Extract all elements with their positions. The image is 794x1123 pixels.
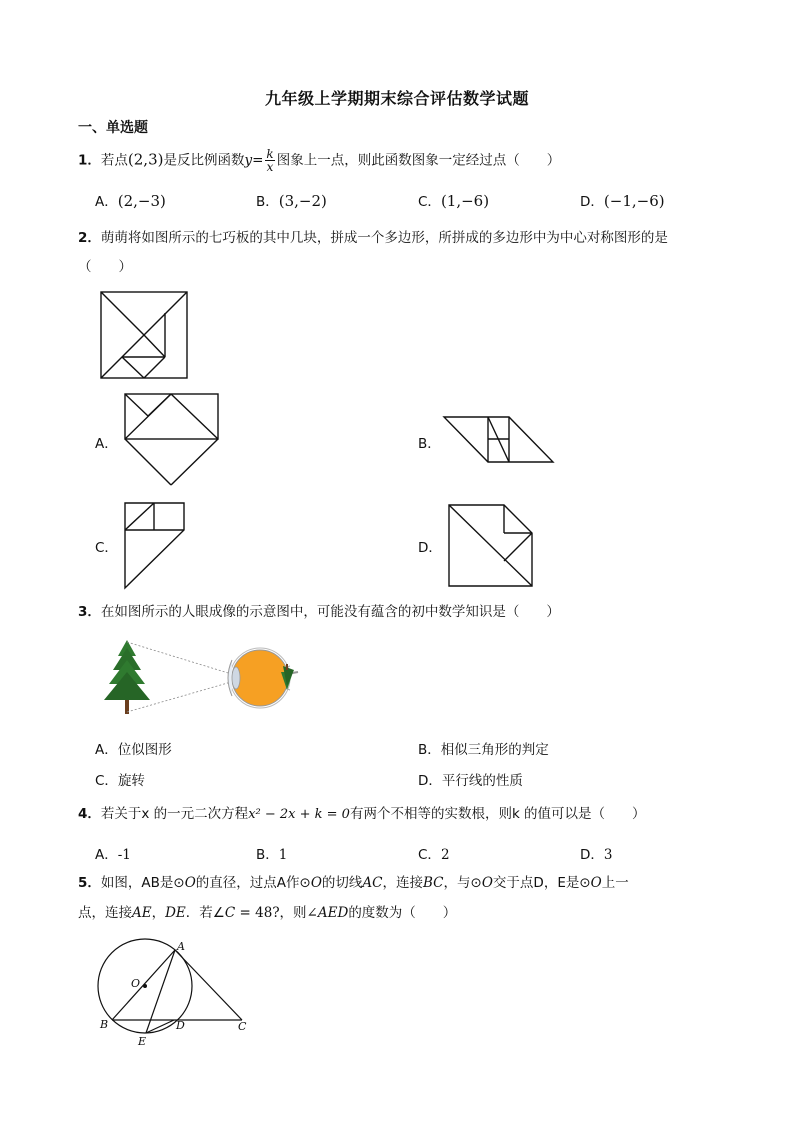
- question-1: [78, 148, 560, 173]
- fraction-numerator: k: [266, 147, 274, 161]
- math-var: y: [244, 152, 253, 169]
- option-d[interactable]: [580, 190, 665, 210]
- option-b[interactable]: [256, 190, 327, 210]
- math-var: O: [481, 875, 493, 891]
- question-number: 2．: [78, 230, 101, 246]
- option-label: C．: [418, 194, 441, 210]
- option-c-figure: [124, 502, 186, 590]
- option-value: 2: [440, 847, 450, 863]
- eye-imaging-figure: [98, 638, 302, 718]
- question-text: 交于点D，E是⊙: [492, 875, 591, 891]
- option-value: (3,−2): [278, 192, 327, 210]
- option-value: 1: [278, 847, 288, 863]
- question-5: [78, 873, 629, 893]
- question-4: [78, 804, 646, 825]
- math-point: (2,3): [127, 150, 164, 169]
- option-label: B．: [256, 847, 279, 863]
- option-value: 位似图形: [117, 742, 172, 758]
- option-label: B．: [418, 742, 441, 758]
- fraction-denominator: x: [266, 160, 274, 174]
- question-text: 上一: [601, 875, 629, 891]
- page-title: 九年级上学期期末综合评估数学试题: [264, 89, 529, 108]
- option-label: A．: [95, 847, 118, 863]
- question-text: 如图，AB是⊙: [100, 875, 185, 891]
- math-var: DE: [165, 905, 186, 921]
- label-d: D: [176, 1019, 185, 1032]
- option-c[interactable]: [418, 843, 450, 863]
- question-text: 的度数为（ ）: [348, 905, 457, 921]
- tree-icon: [104, 640, 150, 714]
- option-a-figure: [124, 393, 220, 487]
- math-var: O: [310, 875, 322, 891]
- question-text: ，: [151, 905, 166, 921]
- option-label: C．: [418, 847, 441, 863]
- question-text: 有两个不相等的实数根，则k 的值可以是（ ）: [349, 806, 646, 822]
- question-text: ．若∠: [185, 905, 225, 921]
- label-e: E: [138, 1035, 147, 1048]
- option-value: (−1,−6): [603, 192, 665, 210]
- option-value: (1,−6): [440, 192, 490, 210]
- math-var: AC: [362, 875, 383, 891]
- math-var: AED: [317, 905, 349, 921]
- center-point: [143, 984, 147, 988]
- tangram-figure: [100, 291, 190, 381]
- option-a[interactable]: [95, 843, 131, 863]
- question-3: [78, 602, 560, 622]
- option-d[interactable]: [580, 843, 613, 863]
- question-2: [78, 228, 718, 248]
- option-value: 平行线的性质: [441, 773, 523, 789]
- option-c[interactable]: [418, 190, 489, 210]
- answer-bracket: （ ）: [78, 259, 132, 275]
- label-a: A: [177, 940, 185, 953]
- option-d[interactable]: D．: [418, 540, 442, 556]
- question-text: 若点: [100, 152, 128, 169]
- option-b[interactable]: B．: [418, 436, 441, 452]
- question-text: 是反比例函数: [163, 152, 245, 169]
- question-text: ，与⊙: [443, 875, 482, 891]
- math-var: O: [590, 875, 602, 891]
- option-value: 相似三角形的判定: [440, 742, 549, 758]
- option-d-figure: [448, 504, 534, 588]
- question-number: 5．: [78, 875, 101, 891]
- question-number: 1．: [78, 152, 101, 169]
- option-b[interactable]: [256, 843, 287, 863]
- question-5-line-2: [78, 903, 456, 923]
- math-var: O: [184, 875, 196, 891]
- option-b[interactable]: [418, 738, 549, 758]
- math-equation: x² − 2x + k = 0: [248, 807, 350, 822]
- option-c[interactable]: C．: [95, 540, 118, 556]
- math-var: BC: [423, 875, 444, 891]
- option-value: -1: [117, 847, 131, 863]
- option-value: 旋转: [117, 773, 145, 789]
- option-a[interactable]: [95, 190, 166, 210]
- section-heading: 一、单选题: [78, 120, 148, 136]
- option-value: 3: [603, 847, 613, 863]
- math-var: AE: [132, 905, 152, 921]
- question-text: 在如图所示的人眼成像的示意图中，可能没有蕴含的初中数学知识是（ ）: [100, 604, 560, 620]
- option-label: D．: [580, 847, 604, 863]
- question-text: 若关于x 的一元二次方程: [100, 806, 249, 822]
- math-fraction: [265, 148, 274, 173]
- question-text: 点，连接: [78, 905, 132, 921]
- option-label: C．: [95, 773, 118, 789]
- question-text: 的直径，过点A作⊙: [195, 875, 311, 891]
- option-value: (2,−3): [117, 192, 166, 210]
- question-number: 4．: [78, 806, 101, 822]
- question-text: ，连接: [382, 875, 424, 891]
- option-label: D．: [580, 194, 604, 210]
- option-label: A．: [95, 742, 118, 758]
- question-number: 3．: [78, 604, 101, 620]
- option-d[interactable]: [418, 769, 523, 789]
- label-o: O: [131, 977, 141, 990]
- question-text: = 48?，则∠: [235, 905, 318, 921]
- math-eq: =: [252, 152, 264, 169]
- option-label: D．: [418, 773, 442, 789]
- question-text: 萌萌将如图所示的七巧板的其中几块，拼成一个多边形，所拼成的多边形中为中心对称图形的是: [100, 230, 668, 246]
- circle-geometry-figure: [90, 938, 260, 1050]
- option-b-figure: [443, 416, 555, 464]
- option-c[interactable]: [95, 769, 145, 789]
- label-c: C: [238, 1020, 247, 1033]
- option-a[interactable]: [95, 738, 172, 758]
- option-label: A．: [95, 194, 118, 210]
- question-text: 的切线: [321, 875, 363, 891]
- question-text: 图象上一点，则此函数图象一定经过点（ ）: [276, 152, 561, 169]
- math-var: C: [224, 905, 236, 921]
- label-b: B: [100, 1018, 109, 1031]
- option-label: B．: [256, 194, 279, 210]
- option-a[interactable]: A．: [95, 436, 118, 452]
